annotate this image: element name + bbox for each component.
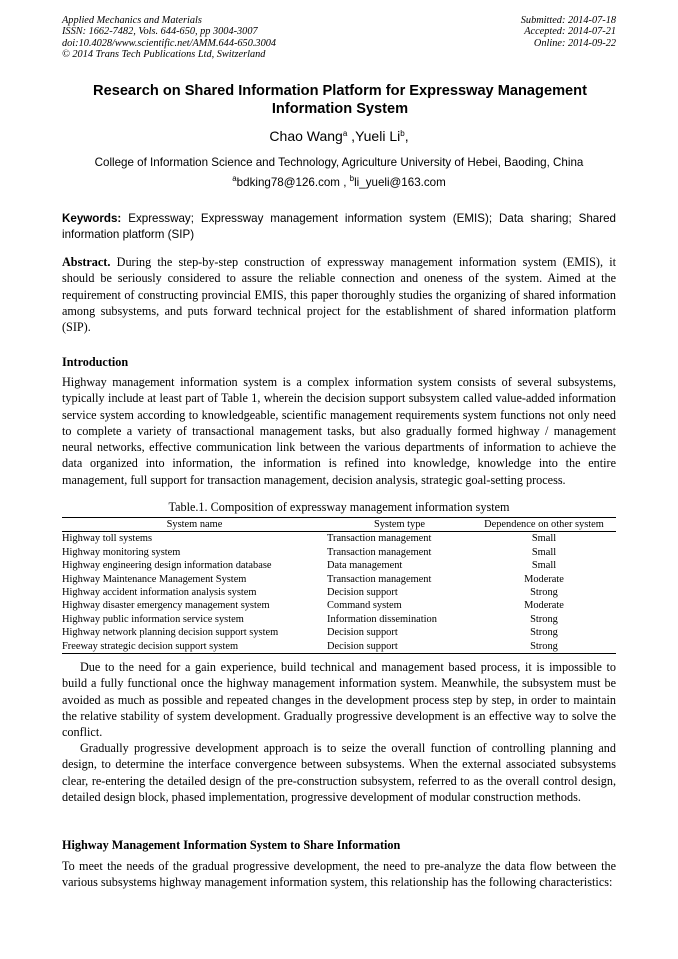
- section2-paragraph: To meet the needs of the gradual progressive development, the need to pre-analyze the data flow between the various subsystems highway management information system, this relationship has the following characteristics:: [62, 859, 616, 890]
- email-mark: b: [349, 174, 355, 183]
- table-cell: Highway toll systems: [62, 533, 153, 545]
- table-cell: Data management: [327, 560, 403, 572]
- table-row: [62, 599, 616, 612]
- affiliation: College of Information Science and Technology, Agriculture University of Hebei, Baoding, China: [94, 156, 584, 169]
- keywords-text: Expressway; Expressway management information system (EMIS); Data sharing; Shared information platform (SIP): [62, 212, 616, 241]
- keywords-label: Keywords:: [62, 212, 122, 225]
- table-row: [62, 559, 616, 572]
- table-header-row: [62, 518, 616, 532]
- table-cell: Transaction management: [327, 573, 432, 585]
- table-row: [62, 640, 616, 654]
- journal-info: [62, 15, 276, 61]
- email-mark: a: [232, 174, 237, 183]
- table-header-cell: System name: [62, 518, 327, 532]
- keywords-block: [62, 211, 616, 243]
- table-cell: Strong: [472, 640, 616, 654]
- table-cell: Highway Maintenance Management System: [62, 573, 247, 585]
- body-paragraph-2: Gradually progressive development approach is to seize the overall function of controlling planning and design, to determine the interface convergence between subsystems. When the external associated subsystems clear, re-entering the detailed design of the pre-construction subsystem, referred to as the overall control design, detailed design block, phased implementation, progressive development of modular construction methods.: [62, 741, 616, 804]
- table-cell: Moderate: [524, 573, 564, 585]
- abstract-text: During the step-by-step construction of expressway management information system (EMIS), it should be seriously considered to assure the reliable connection and oneness of the system. Aimed at the requirement of constructing provincial EMIS, this paper thoroughly studies the organizing of shared information among subsystems, and puts forward technical project for the establishment of shared information platform (SIP).: [62, 255, 617, 335]
- table-header-cell: System type: [327, 518, 472, 532]
- email-separator: ,: [339, 176, 350, 189]
- table-cell: Strong: [530, 587, 558, 599]
- table-cell: Highway monitoring system: [62, 546, 181, 558]
- table-cell: Highway public information service system: [62, 613, 244, 625]
- table-row: [62, 573, 616, 586]
- abstract-label: Abstract.: [62, 255, 111, 269]
- table-row: [62, 586, 616, 599]
- composition-table: [62, 517, 616, 654]
- section-heading-introduction: Introduction: [62, 355, 129, 369]
- table-cell: Moderate: [524, 600, 564, 612]
- table-row: [62, 546, 616, 559]
- doi-line: doi:10.4028/www.scientific.net/AMM.644-650.3004: [62, 37, 277, 49]
- table-cell: Command system: [327, 600, 402, 612]
- section-heading-sharing: Highway Management Information System to Share Information: [62, 838, 401, 852]
- email-address[interactable]: li_yueli@163.com: [354, 176, 446, 189]
- paper-title: Research on Shared Information Platform for Expressway Management Information System: [93, 83, 587, 117]
- author-separator: ,: [347, 128, 356, 144]
- author-affiliation-mark: b: [400, 129, 405, 138]
- table-cell: Freeway strategic decision support system: [62, 640, 327, 654]
- publication-dates: [521, 15, 616, 49]
- table-cell: Small: [531, 533, 557, 545]
- table-cell: Small: [531, 546, 557, 558]
- intro-paragraph: Highway management information system is a complex information system consists of several subsystems, typically include at least part of Table 1, wherein the decision support subsystem called value-added information service system according to knowledgeable, scientific management requirements system functions not only need to complete a variety of transactional management tasks, but also gradually formed highway / management neural networks, effective communication link between the various departments of information to achieve the data organized into information, the information is refined into knowledge, knowledge into the entire management, full support for transaction management, decision analysis, strategic goal-setting process.: [62, 375, 616, 487]
- abstract-block: [62, 254, 616, 335]
- table-cell: Decision support: [327, 627, 398, 639]
- table-cell: Transaction management: [327, 546, 432, 558]
- table-caption: Table.1. Composition of expressway management information system: [168, 500, 510, 514]
- table-row: [62, 626, 616, 639]
- table-cell: Highway network planning decision support system: [62, 627, 279, 639]
- table-cell: Decision support: [327, 587, 398, 599]
- table-body: [62, 532, 616, 654]
- author-name: Chao Wang: [269, 128, 343, 144]
- author-line: [0, 127, 678, 145]
- table-cell: Strong: [530, 627, 558, 639]
- table-cell: Strong: [530, 613, 558, 625]
- table-cell: Information dissemination: [327, 613, 437, 625]
- table-cell: Highway accident information analysis system: [62, 587, 257, 599]
- table-cell: Decision support: [327, 640, 472, 654]
- table-cell: Highway disaster emergency management system: [62, 600, 270, 612]
- email-line: [0, 176, 678, 190]
- table-row: [62, 613, 616, 626]
- body-paragraph-1: Due to the need for a gain experience, build technical and management based process, it is impossible to build a fully functional once the highway management information system. Meanwhile, the subsystem must be avoided as much as possible and repeated changes in the development process step by step, in order to maintain the relative stability of system development. Gradually progressive development is an effective way to solve the conflict.: [62, 660, 616, 740]
- journal-name: Applied Mechanics and Materials: [62, 15, 202, 26]
- submitted-date: Submitted: 2014-07-18: [520, 15, 616, 26]
- table-row: [62, 532, 616, 546]
- accepted-date: Accepted: 2014-07-21: [524, 26, 616, 38]
- online-date: Online: 2014-09-22: [533, 37, 616, 49]
- table-header-cell: Dependence on other system: [472, 518, 616, 532]
- author-affiliation-mark: a: [342, 129, 348, 138]
- author-name: Yueli Li: [355, 128, 401, 144]
- copyright-line: © 2014 Trans Tech Publications Ltd, Switzerland: [62, 49, 266, 61]
- author-end: ,: [404, 128, 409, 144]
- table-cell: Small: [531, 560, 557, 572]
- table-cell: Transaction management: [327, 533, 432, 545]
- issn-line: ISSN: 1662-7482, Vols. 644-650, pp 3004-3007: [62, 26, 258, 38]
- table-cell: Highway engineering design information database: [62, 560, 272, 572]
- email-address[interactable]: bdking78@126.com: [236, 176, 340, 189]
